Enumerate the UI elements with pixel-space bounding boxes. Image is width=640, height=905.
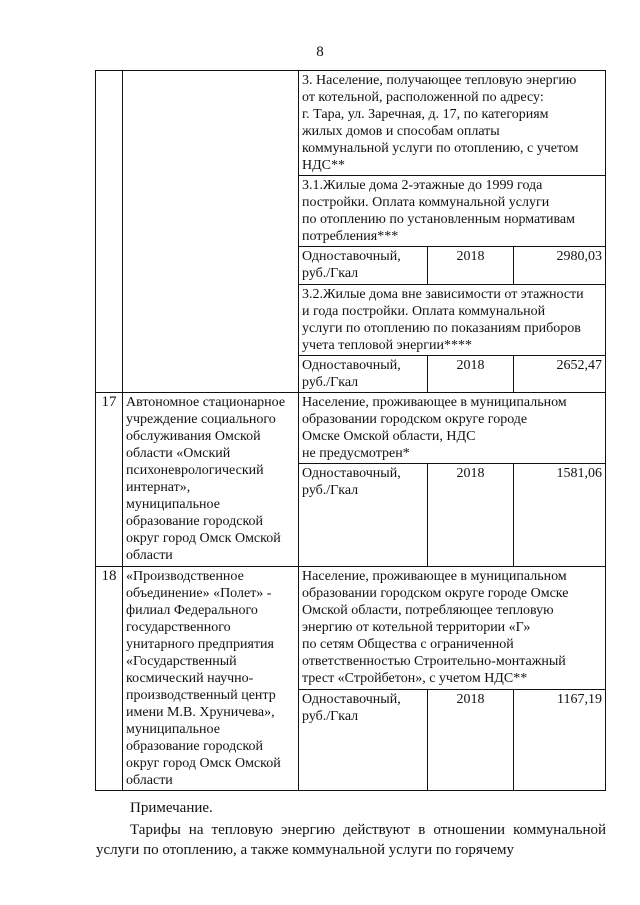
table-row (96, 71, 606, 176)
table-row (96, 393, 606, 464)
row-number: 17 (96, 393, 123, 567)
category-description: Население, проживающее в муниципальном образовании городском округе городе Омске Омской области, НДС не предусмотрен* (299, 393, 606, 464)
note-title: Примечание. (130, 800, 213, 816)
category-description: 3.1.Жилые дома 2-этажные до 1999 года постройки. Оплата коммунальной услуги по отоплению по установленным нормативам потребления*** (299, 176, 606, 247)
tariff-value: 1581,06 (514, 464, 606, 567)
tariff-unit: Одноставочный, руб./Гкал (299, 690, 428, 791)
tariff-value: 1167,19 (514, 690, 606, 791)
tariff-year: 2018 (428, 247, 514, 285)
tariff-value: 2652,47 (514, 356, 606, 393)
tariff-unit: Одноставочный, руб./Гкал (299, 247, 428, 285)
page-number: 8 (316, 44, 324, 60)
category-description: 3. Население, получающее тепловую энергию от котельной, расположенной по адресу: г. Тара, ул. Заречная, д. 17, по категориям жилых домов и способам оплаты коммунальной услуги по отоплению, с учетом НДС** (299, 71, 606, 176)
note-body: Тарифы на тепловую энергию действуют в отношении коммунальной услуги по отоплению, а также коммунальной услуги по горячему (96, 822, 606, 858)
tariff-year: 2018 (428, 690, 514, 791)
tariff-year: 2018 (428, 356, 514, 393)
organization-name: Автономное стационарное учреждение социального обслуживания Омской области «Омский психоневрологический интернат», муниципальное образование городской округ город Омск Омской области (123, 393, 299, 567)
tariff-unit: Одноставочный, руб./Гкал (299, 464, 428, 567)
category-description: Население, проживающее в муниципальном образовании городском округе городе Омске Омской области, потребляющее тепловую энергию от котельной территории «Г» по сетям Общества с ограниченной ответственностью Строительно-монтажный трест «Стройбетон», с учетом НДС** (299, 567, 606, 690)
row-number: 18 (96, 567, 123, 791)
tariff-year: 2018 (428, 464, 514, 567)
row-number-cell (96, 71, 123, 393)
tariff-unit: Одноставочный, руб./Гкал (299, 356, 428, 393)
tariff-value: 2980,03 (514, 247, 606, 285)
table-row (96, 567, 606, 690)
organization-name: «Производственное объединение» «Полет» - филиал Федерального государственного унитарного предприятия «Государственный космический научно- производственный центр имени М.В. Хруничева», муниципальное образование городской округ город Омск Омской области (123, 567, 299, 791)
tariff-table (95, 70, 606, 791)
organization-cell (123, 71, 299, 393)
category-description: 3.2.Жилые дома вне зависимости от этажности и года постройки. Оплата коммунальной услуги по отоплению по показаниям приборов учета тепловой энергии**** (299, 285, 606, 356)
